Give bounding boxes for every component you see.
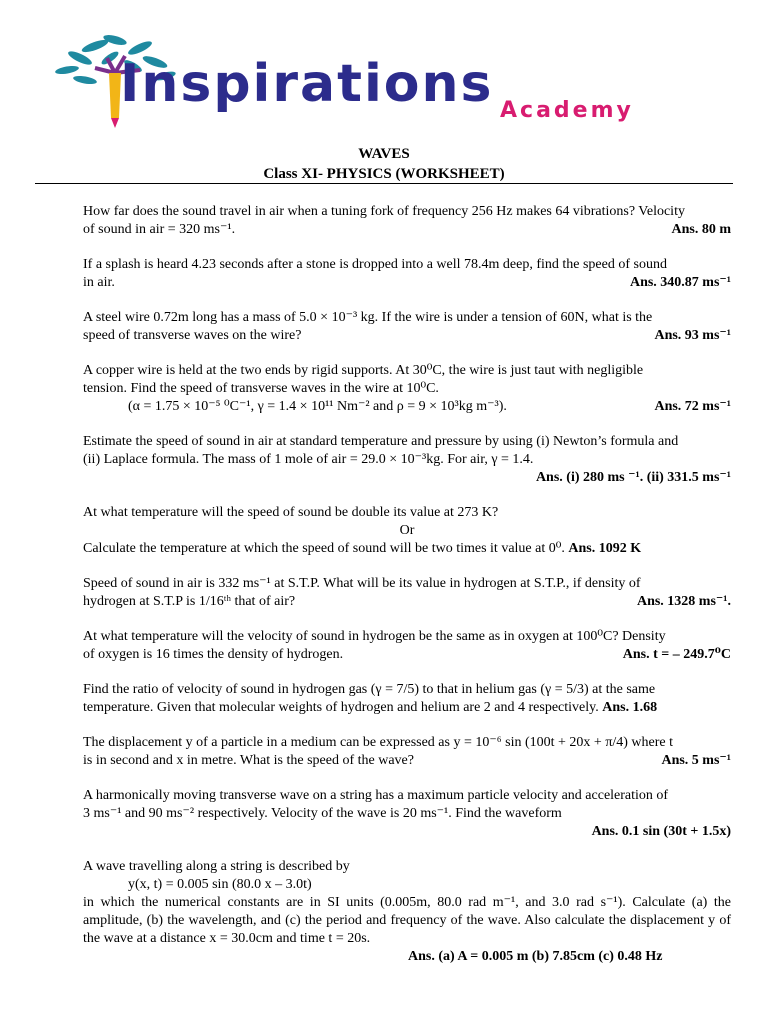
question-9: Find the ratio of velocity of sound in hydrogen gas (γ = 7/5) to that in helium gas (γ = 5/3) at the same temperature. Given that molecular weights of hydrogen and helium are 2 and 4 respectively. Ans. 1.68 (83, 682, 658, 715)
answer: Ans. 5 ms⁻¹ (661, 753, 731, 768)
question-10: The displacement y of a particle in a medium can be expressed as y = 10⁻⁶ sin (100t + 20x + π/4) where t is in second and x in metre. What is the speed of the wave? Ans. 5 ms⁻¹ (83, 735, 731, 768)
question-8: At what temperature will the velocity of sound in hydrogen be the same as in oxygen at 100⁰C? Density of oxygen is 16 times the density of hydrogen. Ans. t = – 249.7⁰C (83, 629, 731, 662)
worksheet-subtitle: Class XI- PHYSICS (WORKSHEET) (263, 166, 505, 182)
wave-equation: y(x, t) = 0.005 sin (80.0 x – 3.0t) (128, 877, 312, 892)
answer: Ans. (i) 280 ms ⁻¹. (ii) 331.5 ms⁻¹ (535, 470, 731, 485)
question-2: If a splash is heard 4.23 seconds after a stone is dropped into a well 78.4m deep, find the speed of sound in air. Ans. 340.87 ms⁻¹ (83, 257, 731, 290)
question-5: Estimate the speed of sound in air at standard temperature and pressure by using (i) Newton’s formula and (ii) Laplace formula. The mass of 1 mole of air = 29.0 × 10⁻³kg. For air, γ = 1.4. Ans. (i) 280 ms ⁻¹. (ii) 331.5 ms⁻¹ (83, 434, 731, 485)
answer: Ans. (a) A = 0.005 m (b) 7.85cm (c) 0.48 Hz (408, 949, 663, 964)
answer: Ans. 0.1 sin (30t + 1.5x) (591, 824, 731, 839)
question-4: A copper wire is held at the two ends by rigid supports. At 30⁰C, the wire is just taut with negligible tension. Find the speed of transverse waves in the wire at 10⁰C. (α = 1.75 × 10⁻⁵ ⁰C⁻¹, γ = 1.4 × 10¹¹ Nm⁻² and ρ = 9 × 10³kg m⁻³). Ans. 72 ms⁻¹ (83, 363, 731, 414)
answer: Ans. t = – 249.7⁰C (622, 647, 731, 662)
worksheet-title: WAVES (358, 146, 410, 162)
answer: Ans. 72 ms⁻¹ (654, 399, 731, 414)
answer: Ans. 1328 ms⁻¹. (636, 594, 731, 609)
answer: Ans. 1.68 (602, 700, 658, 715)
answer: Ans. 80 m (671, 222, 731, 237)
question-3: A steel wire 0.72m long has a mass of 5.0 × 10⁻³ kg. If the wire is under a tension of 60N, what is the speed of transverse waves on the wire? Ans. 93 ms⁻¹ (83, 310, 731, 343)
answer: Ans. 1092 K (568, 541, 642, 556)
question-list (83, 203, 731, 983)
brand-subtitle: Academy (500, 98, 634, 123)
answer: Ans. 93 ms⁻¹ (654, 328, 731, 343)
question-12: A wave travelling along a string is described by y(x, t) = 0.005 sin (80.0 x – 3.0t) in which the numerical constants are in SI units (0.005m, 80.0 rad m⁻¹, and 3.0 rad s⁻¹). Calculate (a) the amplitude, (b) the wavelength, and (c) the period and frequency of the wave. Also calculate the displacement y of the wave at a distance x = 30.0cm and time t = 20s. Ans. (a) A = 0.005 m (b) 7.85cm (c) 0.48 Hz (83, 859, 731, 964)
question-11: A harmonically moving transverse wave on a string has a maximum particle velocity and acceleration of 3 ms⁻¹ and 90 ms⁻² respectively. Velocity of the wave is 20 ms⁻¹. Find the waveform Ans. 0.1 sin (30t + 1.5x) (83, 788, 731, 839)
question-7: Speed of sound in air is 332 ms⁻¹ at S.T.P. What will be its value in hydrogen at S.T.P., if density of hydrogen at S.T.P is 1/16ᵗʰ that of air? Ans. 1328 ms⁻¹. (83, 576, 731, 609)
answer: Ans. 340.87 ms⁻¹ (629, 275, 731, 290)
header-divider (35, 183, 733, 184)
question-6: At what temperature will the speed of sound be double its value at 273 K? Or Calculate the temperature at which the speed of sound will be two times it value at 0⁰. Ans. 1092 K (83, 504, 731, 558)
brand-name: Inspirations (120, 54, 494, 114)
question-1: How far does the sound travel in air when a tuning fork of frequency 256 Hz makes 64 vibrations? Velocity of sound in air = 320 ms⁻¹. Ans. 80 m (83, 204, 731, 237)
or-separator: Or (399, 523, 415, 538)
